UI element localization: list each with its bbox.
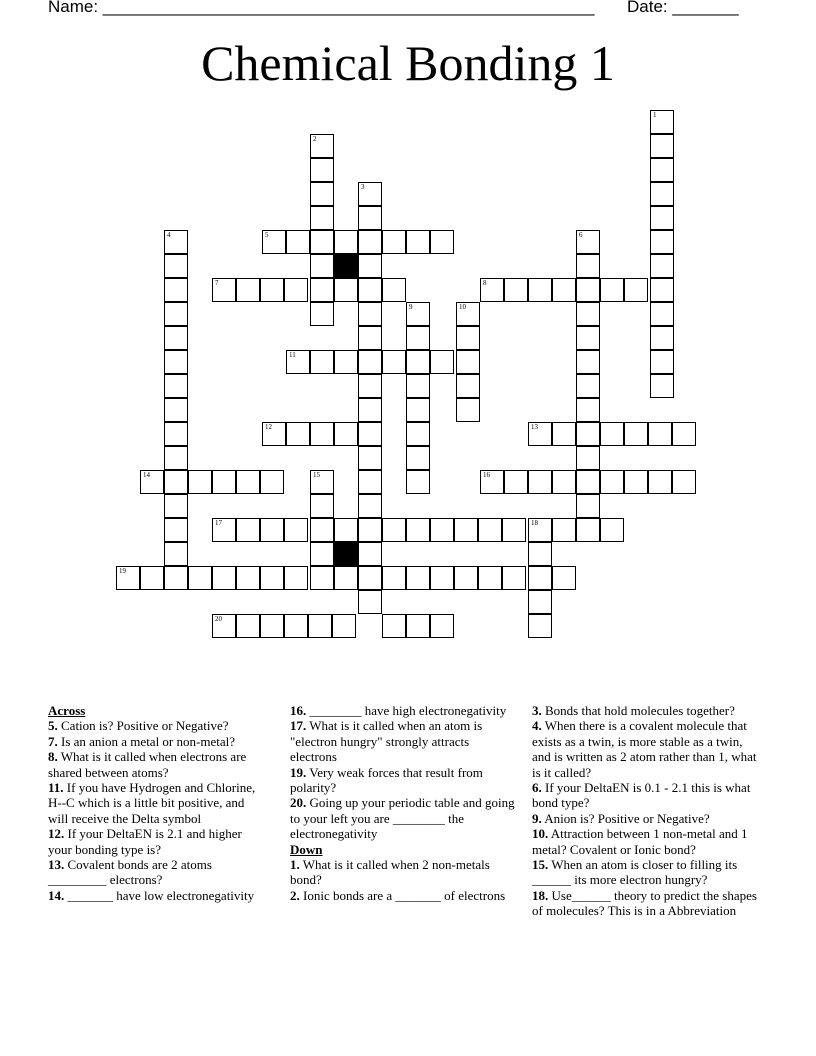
crossword-cell-15[interactable] xyxy=(310,470,334,494)
crossword-cell[interactable] xyxy=(430,350,454,374)
clue-number: 4 xyxy=(167,231,171,239)
crossword-cell[interactable] xyxy=(164,278,188,302)
crossword-cell-17[interactable] xyxy=(212,518,236,542)
crossword-cell[interactable] xyxy=(164,398,188,422)
crossword-cell[interactable] xyxy=(648,422,672,446)
crossword-cell[interactable] xyxy=(358,422,382,446)
crossword-cell[interactable] xyxy=(406,230,430,254)
crossword-cell[interactable] xyxy=(552,566,576,590)
crossword-cell[interactable] xyxy=(502,566,526,590)
crossword-cell[interactable] xyxy=(310,302,334,326)
crossword-cell[interactable] xyxy=(164,470,188,494)
crossword-cell[interactable] xyxy=(236,566,260,590)
crossword-cell[interactable] xyxy=(672,422,696,446)
crossword-cell-4[interactable] xyxy=(164,230,188,254)
crossword-cell[interactable] xyxy=(600,470,624,494)
crossword-cell[interactable] xyxy=(236,518,260,542)
crossword-cell[interactable] xyxy=(576,518,600,542)
clue-14: 14. _______ have low electronegativity xyxy=(48,887,255,903)
crossword-cell[interactable] xyxy=(576,326,600,350)
crossword-cell[interactable] xyxy=(552,278,576,302)
crossword-cell[interactable] xyxy=(406,350,430,374)
crossword-cell[interactable] xyxy=(478,518,502,542)
clue-number: 2 xyxy=(313,135,317,143)
crossword-cell-16[interactable] xyxy=(480,470,504,494)
crossword-cell[interactable] xyxy=(552,470,576,494)
crossword-cell[interactable] xyxy=(236,470,260,494)
clue-number: 14 xyxy=(143,471,150,479)
crossword-cell[interactable] xyxy=(358,398,382,422)
crossword-cell[interactable] xyxy=(310,422,334,446)
crossword-cell[interactable] xyxy=(358,590,382,614)
crossword-block xyxy=(334,542,358,566)
clue-15: 15. When an atom is closer to filling its ______ its more electron hungry? xyxy=(532,857,738,888)
crossword-cell[interactable] xyxy=(358,518,382,542)
crossword-cell-13[interactable] xyxy=(528,422,552,446)
crossword-cell[interactable] xyxy=(650,230,674,254)
crossword-cell[interactable] xyxy=(164,494,188,518)
clue-17: 17. What is it called when an atom is "electron hungry" strongly attracts electrons xyxy=(290,718,483,765)
clue-number: 12 xyxy=(265,423,272,431)
crossword-cell[interactable] xyxy=(576,350,600,374)
clue-number: 18 xyxy=(531,519,538,527)
crossword-cell[interactable] xyxy=(650,326,674,350)
clue-19: 19. Very weak forces that result from polarity? xyxy=(290,764,483,796)
crossword-cell-9[interactable] xyxy=(406,302,430,326)
clues-column-2 xyxy=(290,703,515,903)
crossword-cell[interactable] xyxy=(406,398,430,422)
crossword-cell[interactable] xyxy=(576,374,600,398)
crossword-cell[interactable] xyxy=(310,518,334,542)
crossword-cell[interactable] xyxy=(650,254,674,278)
crossword-cell[interactable] xyxy=(286,230,310,254)
crossword-cell[interactable] xyxy=(358,206,382,230)
crossword-cell[interactable] xyxy=(164,518,188,542)
crossword-cell[interactable] xyxy=(502,518,526,542)
clues-column-3 xyxy=(532,703,764,919)
crossword-cell-2[interactable] xyxy=(310,134,334,158)
crossword-cell[interactable] xyxy=(454,566,478,590)
clue-number: 5 xyxy=(265,231,269,239)
clue-number: 7 xyxy=(215,279,219,287)
clue-number: 10 xyxy=(459,303,466,311)
crossword-cell[interactable] xyxy=(188,566,212,590)
crossword-cell[interactable] xyxy=(650,206,674,230)
crossword-cell[interactable] xyxy=(600,422,624,446)
crossword-cell[interactable] xyxy=(358,254,382,278)
crossword-cell[interactable] xyxy=(576,494,600,518)
crossword-cell[interactable] xyxy=(382,566,406,590)
crossword-cell-12[interactable] xyxy=(262,422,286,446)
crossword-cell[interactable] xyxy=(406,518,430,542)
crossword-cell[interactable] xyxy=(650,374,674,398)
crossword-cell[interactable] xyxy=(406,326,430,350)
crossword-cell[interactable] xyxy=(454,518,478,542)
crossword-cell-11[interactable] xyxy=(286,350,310,374)
crossword-cell[interactable] xyxy=(358,374,382,398)
crossword-cell[interactable] xyxy=(406,566,430,590)
crossword-cell[interactable] xyxy=(406,446,430,470)
clue-20: 20. Going up your periodic table and going to your left you are ________ the electronegativity xyxy=(290,795,515,842)
crossword-cell[interactable] xyxy=(382,614,406,638)
clue-number: 9 xyxy=(409,303,413,311)
crossword-cell[interactable] xyxy=(382,518,406,542)
crossword-cell[interactable] xyxy=(576,278,600,302)
clue-number: 20 xyxy=(215,615,222,623)
crossword-cell[interactable] xyxy=(286,422,310,446)
crossword-cell[interactable] xyxy=(650,134,674,158)
crossword-cell[interactable] xyxy=(358,542,382,566)
crossword-cell[interactable] xyxy=(284,614,308,638)
crossword-cell[interactable] xyxy=(504,278,528,302)
crossword-cell[interactable] xyxy=(310,542,334,566)
crossword-cell[interactable] xyxy=(334,278,358,302)
crossword-cell[interactable] xyxy=(624,470,648,494)
crossword-cell[interactable] xyxy=(332,614,356,638)
crossword-cell-18[interactable] xyxy=(528,518,552,542)
crossword-cell[interactable] xyxy=(310,158,334,182)
crossword-cell[interactable] xyxy=(164,374,188,398)
crossword-cell[interactable] xyxy=(310,182,334,206)
crossword-cell[interactable] xyxy=(456,350,480,374)
clue-number: 6 xyxy=(579,231,583,239)
crossword-cell[interactable] xyxy=(164,566,188,590)
crossword-cell[interactable] xyxy=(358,566,382,590)
clue-5: 5. Cation is? Positive or Negative? xyxy=(48,718,229,734)
clue-number: 19 xyxy=(119,567,126,575)
crossword-cell[interactable] xyxy=(478,566,502,590)
crossword-cell-1[interactable] xyxy=(650,110,674,134)
clue-8: 8. What is it called when electrons are shared between atoms? xyxy=(48,749,247,780)
crossword-cell[interactable] xyxy=(650,302,674,326)
clue-4: 4. When there is a covalent molecule that exists as a twin, is more stable as a twin, and is written as 2 atom rather than 1, what is it called? xyxy=(532,718,757,780)
crossword-cell[interactable] xyxy=(528,590,552,614)
crossword-cell[interactable] xyxy=(576,422,600,446)
clue-number: 11 xyxy=(289,351,296,359)
clue-number: 16 xyxy=(483,471,490,479)
clue-6: 6. If your DeltaEN is 0.1 - 2.1 this is what bond type? xyxy=(532,780,751,811)
crossword-cell[interactable] xyxy=(650,158,674,182)
crossword-cell-5[interactable] xyxy=(262,230,286,254)
crossword-cell[interactable] xyxy=(334,566,358,590)
crossword-cell[interactable] xyxy=(334,422,358,446)
crossword-cell[interactable] xyxy=(334,518,358,542)
name-field-label: Name: ____________________________________________________ xyxy=(48,0,595,16)
crossword-cell[interactable] xyxy=(528,470,552,494)
crossword-cell[interactable] xyxy=(576,254,600,278)
clue-number: 15 xyxy=(313,471,320,479)
crossword-cell[interactable] xyxy=(576,302,600,326)
date-field-label: Date: _______ xyxy=(627,0,739,16)
crossword-cell-7[interactable] xyxy=(212,278,236,302)
clue-1: 1. What is it called when 2 non-metals bond? xyxy=(290,857,490,888)
crossword-cell-14[interactable] xyxy=(140,470,164,494)
crossword-cell[interactable] xyxy=(504,470,528,494)
crossword-cell-10[interactable] xyxy=(456,302,480,326)
crossword-cell[interactable] xyxy=(260,614,284,638)
crossword-cell[interactable] xyxy=(140,566,164,590)
crossword-cell[interactable] xyxy=(528,614,552,638)
crossword-cell[interactable] xyxy=(576,446,600,470)
clue-number: 17 xyxy=(215,519,222,527)
crossword-cell[interactable] xyxy=(456,398,480,422)
down-heading: Down xyxy=(290,841,323,857)
crossword-cell[interactable] xyxy=(576,470,600,494)
crossword-cell[interactable] xyxy=(358,350,382,374)
crossword-cell[interactable] xyxy=(358,446,382,470)
crossword-cell[interactable] xyxy=(358,494,382,518)
clue-2: 2. Ionic bonds are a _______ of electrons xyxy=(290,887,506,903)
crossword-cell[interactable] xyxy=(310,278,334,302)
clue-3: 3. Bonds that hold molecules together? xyxy=(532,703,735,718)
crossword-cell[interactable] xyxy=(164,350,188,374)
clue-10: 10. Attraction between 1 non-metal and 1 metal? Covalent or Ionic bond? xyxy=(532,826,748,857)
clue-13: 13. Covalent bonds are 2 atoms _________ electrons? xyxy=(48,857,212,888)
clue-18: 18. Use______ theory to predict the shapes of molecules? This is in a Abbreviation xyxy=(532,887,757,919)
crossword-cell[interactable] xyxy=(456,326,480,350)
crossword-cell[interactable] xyxy=(382,350,406,374)
crossword-cell[interactable] xyxy=(528,278,552,302)
crossword-cell[interactable] xyxy=(650,182,674,206)
crossword-cell[interactable] xyxy=(552,518,576,542)
clue-11: 11. If you have Hydrogen and Chlorine, H--C which is a little bit positive, and will receive the Delta symbol xyxy=(48,780,256,826)
crossword-cell[interactable] xyxy=(358,326,382,350)
crossword-cell[interactable] xyxy=(236,614,260,638)
crossword-cell[interactable] xyxy=(310,206,334,230)
crossword-block xyxy=(334,254,358,278)
crossword-cell[interactable] xyxy=(552,422,576,446)
crossword-cell[interactable] xyxy=(576,398,600,422)
crossword-cell[interactable] xyxy=(334,230,358,254)
crossword-cell[interactable] xyxy=(260,518,284,542)
crossword-cell[interactable] xyxy=(650,350,674,374)
crossword-cell[interactable] xyxy=(358,278,382,302)
clue-number: 3 xyxy=(361,183,365,191)
crossword-cell[interactable] xyxy=(260,470,284,494)
crossword-cell[interactable] xyxy=(310,566,334,590)
crossword-cell[interactable] xyxy=(406,374,430,398)
crossword-cell[interactable] xyxy=(358,470,382,494)
crossword-cell[interactable] xyxy=(308,614,332,638)
crossword-cell[interactable] xyxy=(624,278,648,302)
crossword-cell[interactable] xyxy=(164,302,188,326)
crossword-cell[interactable] xyxy=(212,566,236,590)
crossword-cell[interactable] xyxy=(164,254,188,278)
crossword-cell[interactable] xyxy=(310,254,334,278)
crossword-cell[interactable] xyxy=(358,302,382,326)
crossword-cell[interactable] xyxy=(624,422,648,446)
crossword-cell[interactable] xyxy=(406,422,430,446)
crossword-cell[interactable] xyxy=(648,470,672,494)
crossword-cell-20[interactable] xyxy=(212,614,236,638)
crossword-cell[interactable] xyxy=(310,494,334,518)
crossword-cell[interactable] xyxy=(236,278,260,302)
crossword-cell[interactable] xyxy=(260,278,284,302)
across-heading: Across xyxy=(48,703,86,718)
clue-number: 8 xyxy=(483,279,487,287)
clue-7: 7. Is an anion a metal or non-metal? xyxy=(48,733,235,749)
crossword-cell-19[interactable] xyxy=(116,566,140,590)
crossword-cell[interactable] xyxy=(284,278,308,302)
crossword-cell[interactable] xyxy=(672,470,696,494)
crossword-cell[interactable] xyxy=(382,278,406,302)
clue-number: 13 xyxy=(531,423,538,431)
crossword-cell[interactable] xyxy=(212,470,236,494)
crossword-cell[interactable] xyxy=(164,422,188,446)
crossword-cell[interactable] xyxy=(164,326,188,350)
crossword-cell[interactable] xyxy=(334,350,358,374)
crossword-cell[interactable] xyxy=(164,542,188,566)
clue-number: 1 xyxy=(653,111,657,119)
crossword-cell[interactable] xyxy=(600,518,624,542)
clue-12: 12. If your DeltaEN is 2.1 and higher your bonding type is? xyxy=(48,826,242,857)
crossword-cell[interactable] xyxy=(164,446,188,470)
crossword-cell-3[interactable] xyxy=(358,182,382,206)
crossword-cell[interactable] xyxy=(188,470,212,494)
crossword-cell[interactable] xyxy=(430,566,454,590)
crossword-cell[interactable] xyxy=(456,374,480,398)
crossword-cell[interactable] xyxy=(430,230,454,254)
crossword-cell[interactable] xyxy=(284,518,308,542)
crossword-cell[interactable] xyxy=(430,614,454,638)
crossword-cell[interactable] xyxy=(650,278,674,302)
page-title: Chemical Bonding 1 xyxy=(201,35,615,91)
clues-column-1 xyxy=(48,703,263,903)
crossword-cell[interactable] xyxy=(310,350,334,374)
clue-16: 16. ________ have high electronegativity xyxy=(290,703,507,718)
crossword-cell[interactable] xyxy=(528,566,552,590)
crossword-cell[interactable] xyxy=(284,566,308,590)
clue-9: 9. Anion is? Positive or Negative? xyxy=(532,810,710,826)
crossword-cell[interactable] xyxy=(406,614,430,638)
crossword-cell[interactable] xyxy=(310,230,334,254)
crossword-cell[interactable] xyxy=(382,230,406,254)
crossword-cell[interactable] xyxy=(430,518,454,542)
crossword-cell-6[interactable] xyxy=(576,230,600,254)
crossword-cell[interactable] xyxy=(600,278,624,302)
crossword-cell-8[interactable] xyxy=(480,278,504,302)
crossword-cell[interactable] xyxy=(406,470,430,494)
crossword-cell[interactable] xyxy=(260,566,284,590)
crossword-cell[interactable] xyxy=(528,542,552,566)
crossword-cell[interactable] xyxy=(358,230,382,254)
